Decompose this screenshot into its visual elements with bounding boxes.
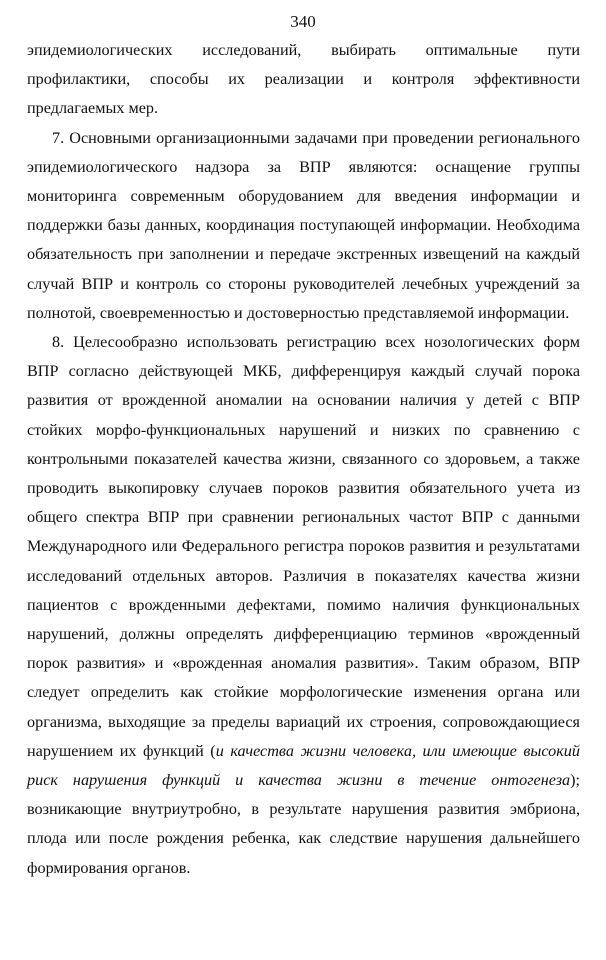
document-body [27,36,580,883]
paragraph-item-8-italic-text: и качества жизни человека, или имеющие высокий риск нарушения функций и качества жизни в течение онтогенеза [27,741,580,790]
paragraph-item-8 [27,328,580,883]
paragraph-item-8-text-start: 8. Целесообразно использовать регистрацию всех нозологических форм ВПР согласно действующей МКБ, дифференцируя каждый случай порока развития от врожденной аномалии на основании наличия у детей с ВПР стойких морфо-функциональных нарушений и низких по сравнению с контрольными показателей качества жизни, связанного со здоровьем, а также проводить выкопировку случаев пороков развития обязательного учета из общего спектра ВПР при сравнении региональных частот ВПР с данными Международного или Федерального регистра пороков развития и результатами исследований отдельных авторов. Различия в показателях качества жизни пациентов с врожденными дефектами, помимо наличия функциональных нарушений, должны определять дифференциацию терминов «врожденный порок развития» и «врожденная аномалия развития». Таким образом, ВПР следует определить как стойкие морфологические изменения органа или организма, выходящие за пределы вариаций их строения, сопровождающиеся нарушением их функций ( [27,333,580,760]
paragraph-item-7: 7. Основными организационными задачами при проведении регионального эпидемиологического надзора за ВПР являются: оснащение группы мониторинга современным оборудованием для введения информации и поддержки базы данных, координация поступающей информации. Необходима обязательность при заполнении и передаче экстренных извещений на каждый случай ВПР и контроль со стороны руководителей лечебных учреждений за полнотой, своевременностью и достоверностью представляемой информации. [27,128,580,322]
paragraph-item-8-text-end: ); возникающие внутриутробно, в результате нарушения развития эмбриона, плода или после рождения ребенка, как следствие нарушения дальнейшего формирования органов. [27,771,580,877]
page-number: 340 [290,12,316,31]
paragraph-continuation: эпидемиологических исследований, выбирать оптимальные пути профилактики, способы их реализации и контроля эффективности предлагаемых мер. [27,41,580,118]
